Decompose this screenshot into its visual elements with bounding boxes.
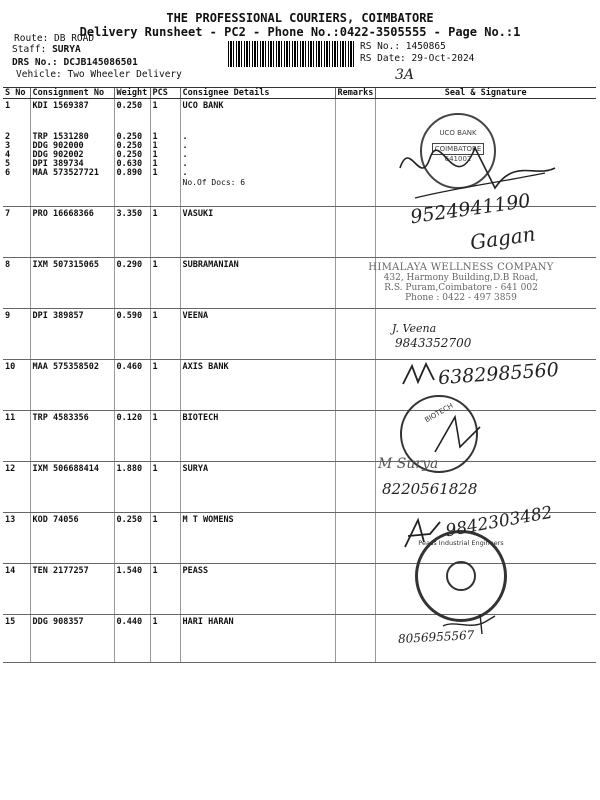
- table-row: [3, 309, 596, 360]
- row-weight: 0.460: [114, 360, 150, 411]
- row-remarks: [335, 615, 375, 663]
- barcode: [228, 41, 354, 67]
- row-consignment: DDG 908357: [30, 615, 114, 663]
- row-consignment: PRO 16668366: [30, 207, 114, 258]
- rs-number: RS No.: 1450865: [360, 41, 446, 52]
- row-sno: 13: [3, 513, 30, 564]
- row-remarks: [335, 564, 375, 615]
- hari-phone: 8056955567: [397, 628, 475, 646]
- row-sno: 11: [3, 411, 30, 462]
- peass-stamp: Peass Industrial Engineers: [415, 530, 507, 622]
- womens-phone: 9842303482: [444, 502, 555, 542]
- row-sno: 15: [3, 615, 30, 663]
- biotech-stamp: BIOTECH: [400, 395, 478, 473]
- row-consignment: KDI 1569387 TRP 1531280 DDG 902000 DDG 902002 DPI 389734 MAA 573527721: [30, 99, 114, 207]
- col-weight: Weight: [114, 88, 150, 99]
- row-remarks: [335, 462, 375, 513]
- row-consignment: MAA 575358502: [30, 360, 114, 411]
- table-header-row: [3, 88, 596, 99]
- row-pcs: 1: [150, 615, 180, 663]
- row-consignee: AXIS BANK: [180, 360, 335, 411]
- axis-signature: [400, 360, 440, 388]
- staff-label: Staff:: [12, 44, 47, 55]
- row-consignment: KOD 74056: [30, 513, 114, 564]
- drs-line: [12, 57, 138, 68]
- row-remarks: [335, 99, 375, 207]
- uco-bank-stamp: UCO BANK COIMBATORE 641002: [420, 113, 496, 189]
- row-remarks: [335, 309, 375, 360]
- col-seal-signature: Seal & Signature: [375, 88, 596, 99]
- row-pcs: 1: [150, 360, 180, 411]
- col-sno: S No: [3, 88, 30, 99]
- row-consignment: TRP 4583356: [30, 411, 114, 462]
- row-consignment: IXM 506688414: [30, 462, 114, 513]
- row-consignee: M T WOMENS: [180, 513, 335, 564]
- row-pcs: 1: [150, 462, 180, 513]
- row-consignee: SUBRAMANIAN: [180, 258, 335, 309]
- row-pcs: 1: [150, 411, 180, 462]
- row-sno: 8: [3, 258, 30, 309]
- veena-name: J. Veena: [392, 322, 437, 335]
- row-consignee: BIOTECH: [180, 411, 335, 462]
- row-weight: 0.440: [114, 615, 150, 663]
- col-consignment: Consignment No: [30, 88, 114, 99]
- row-pcs: 1: [150, 258, 180, 309]
- row-sno: 10: [3, 360, 30, 411]
- table-row: [3, 615, 596, 663]
- row-weight: 0.250: [114, 513, 150, 564]
- row-weight: 1.540: [114, 564, 150, 615]
- vasuki-name: Gagan: [468, 221, 537, 255]
- row-pcs: 1: [150, 309, 180, 360]
- vasuki-phone: 9524941190: [409, 189, 532, 229]
- row-sno: 9: [3, 309, 30, 360]
- rs-date: RS Date: 29-Oct-2024: [360, 53, 475, 64]
- biotech-signature: [430, 412, 490, 457]
- row-pcs: 1 1 1 1 1 1: [150, 99, 180, 207]
- row-remarks: [335, 207, 375, 258]
- table-row: [3, 462, 596, 513]
- row-consignee: VASUKI: [180, 207, 335, 258]
- row-consignment: IXM 507315065: [30, 258, 114, 309]
- row-remarks: [335, 411, 375, 462]
- row-sno: 1 2 3 4 5 6: [3, 99, 30, 207]
- row-weight: 0.290: [114, 258, 150, 309]
- route-label: Route: DB ROAD: [14, 33, 95, 44]
- row-remarks: [335, 360, 375, 411]
- surya-name: M Surya: [378, 456, 439, 472]
- row-weight: 0.590: [114, 309, 150, 360]
- staff-name: SURYA: [52, 44, 81, 55]
- womens-signature: [400, 512, 445, 552]
- row-remarks: [335, 513, 375, 564]
- table-row: [3, 564, 596, 615]
- row-sno: 14: [3, 564, 30, 615]
- row-consignee: PEASS: [180, 564, 335, 615]
- staff-line: [12, 44, 81, 55]
- docs-count: No.Of Docs: 6: [182, 178, 246, 187]
- row-sno: 12: [3, 462, 30, 513]
- row-consignee: VEENA: [180, 309, 335, 360]
- row-consignment: TEN 2177257: [30, 564, 114, 615]
- row-sno: 7: [3, 207, 30, 258]
- col-remarks: Remarks: [335, 88, 375, 99]
- himalaya-stamp: HIMALAYA WELLNESS COMPANY 432, Harmony Building,D.B Road, R.S. Puram,Coimbatore - 641 002 Phone : 0422 - 497 3859: [368, 262, 554, 303]
- row-weight: 3.350: [114, 207, 150, 258]
- row-consignee: HARI HARAN: [180, 615, 335, 663]
- axis-phone: 6382985560: [437, 358, 560, 390]
- veena-phone: 9843352700: [395, 336, 472, 350]
- row-weight: 0.250 0.250 0.250 0.250 0.630 0.890: [114, 99, 150, 207]
- col-pcs: PCS: [150, 88, 180, 99]
- table-row: [3, 411, 596, 462]
- drs-label: DRS No.:: [12, 57, 58, 68]
- row-pcs: 1: [150, 513, 180, 564]
- row-pcs: 1: [150, 564, 180, 615]
- runsheet-subtitle: Delivery Runsheet - PC2 - Phone No.:0422-3505555 - Page No.:1: [79, 25, 521, 39]
- row-weight: 1.880: [114, 462, 150, 513]
- peass-emblem: [446, 561, 476, 591]
- row-consignee: SURYA: [180, 462, 335, 513]
- vehicle-label: Vehicle: Two Wheeler Delivery: [16, 69, 182, 80]
- company-title: THE PROFESSIONAL COURIERS, COIMBATORE: [166, 11, 434, 25]
- surya-phone: 8220561828: [382, 480, 478, 498]
- col-consignee: Consignee Details: [180, 88, 335, 99]
- row-consignment: DPI 389857: [30, 309, 114, 360]
- handwritten-mark: 3A: [395, 67, 415, 83]
- row-weight: 0.120: [114, 411, 150, 462]
- row-pcs: 1: [150, 207, 180, 258]
- row-consignee: UCO BANK . . . . . No.Of Docs: 6: [180, 99, 335, 207]
- drs-number: DCJB145086501: [63, 57, 138, 68]
